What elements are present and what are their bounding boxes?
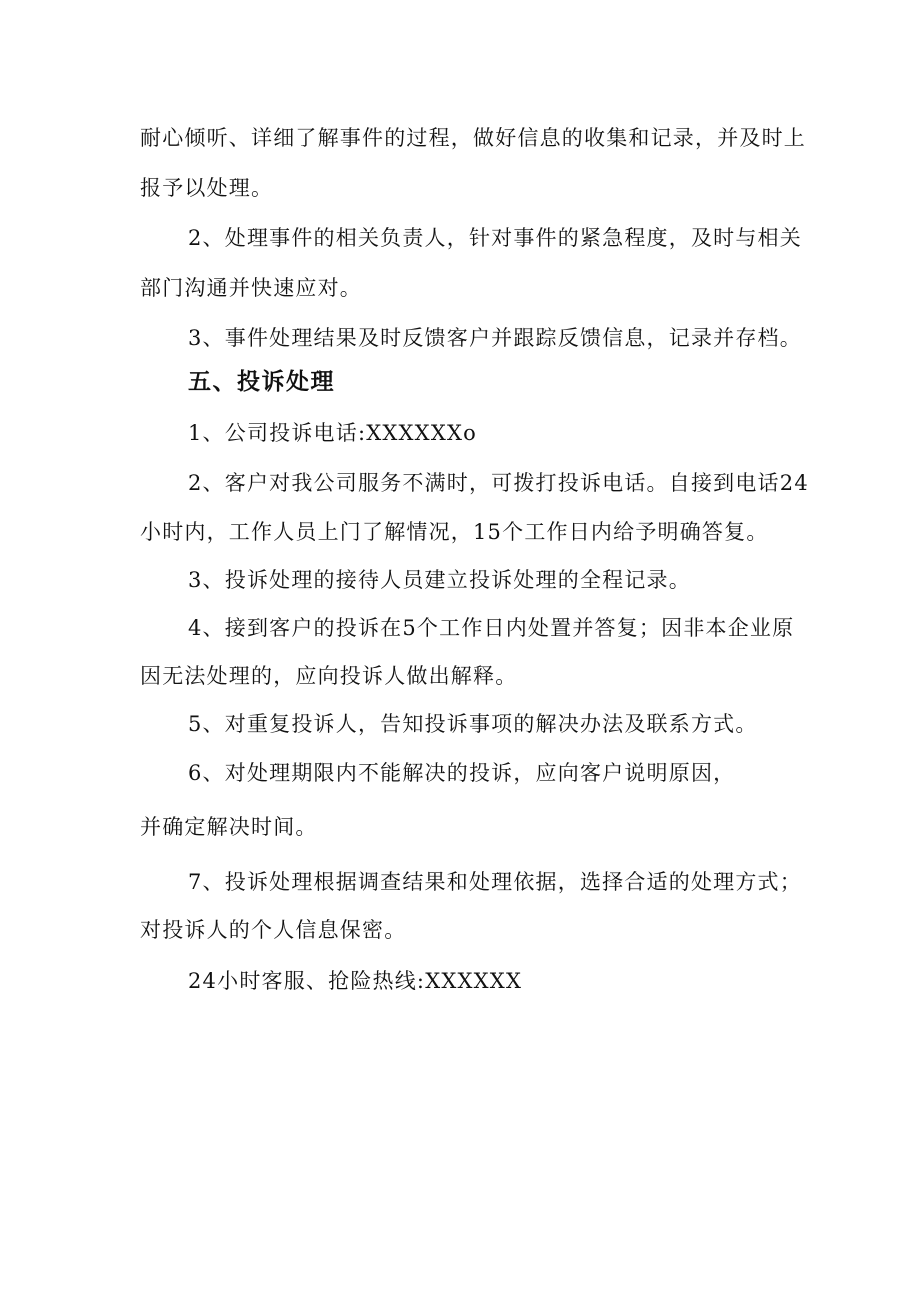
event-item-2-line-2: 部门沟通并快速应对。 [140, 276, 362, 300]
section-heading: 五、投诉处理 [188, 369, 335, 395]
complaint-item-4-line-2: 因无法处理的，应向投诉人做出解释。 [140, 664, 518, 688]
event-item-2-line-1: 2、处理事件的相关负责人，针对事件的紧急程度，及时与相关 [188, 226, 802, 250]
complaint-item-7-line-2: 对投诉人的个人信息保密。 [140, 918, 407, 942]
paragraph-continuation-line-1: 耐心倾听、详细了解事件的过程，做好信息的收集和记录，并及时上 [140, 126, 806, 150]
complaint-item-1: 1、公司投诉电话:XXXXXXo [188, 421, 477, 445]
complaint-item-6-line-1: 6、对处理期限内不能解决的投诉，应向客户说明原因， [188, 761, 736, 785]
complaint-item-2-line-2: 小时内，工作人员上门了解情况，15个工作日内给予明确答复。 [140, 520, 769, 544]
complaint-item-5: 5、对重复投诉人，告知投诉事项的解决办法及联系方式。 [188, 712, 758, 736]
complaint-item-2-line-1: 2、客户对我公司服务不满时，可拨打投诉电话。自接到电话24 [188, 471, 809, 495]
complaint-item-4-line-1: 4、接到客户的投诉在5个工作日内处置并答复；因非本企业原 [188, 616, 795, 640]
complaint-item-7-line-1: 7、投诉处理根据调查结果和处理依据，选择合适的处理方式； [188, 870, 802, 894]
event-item-3: 3、事件处理结果及时反馈客户并跟踪反馈信息，记录并存档。 [188, 326, 802, 350]
complaint-item-6-line-2: 并确定解决时间。 [140, 815, 318, 839]
hotline-line: 24小时客服、抢险热线:XXXXXX [188, 969, 523, 993]
complaint-item-3: 3、投诉处理的接待人员建立投诉处理的全程记录。 [188, 568, 691, 592]
paragraph-continuation-line-2: 报予以处理。 [140, 176, 274, 200]
